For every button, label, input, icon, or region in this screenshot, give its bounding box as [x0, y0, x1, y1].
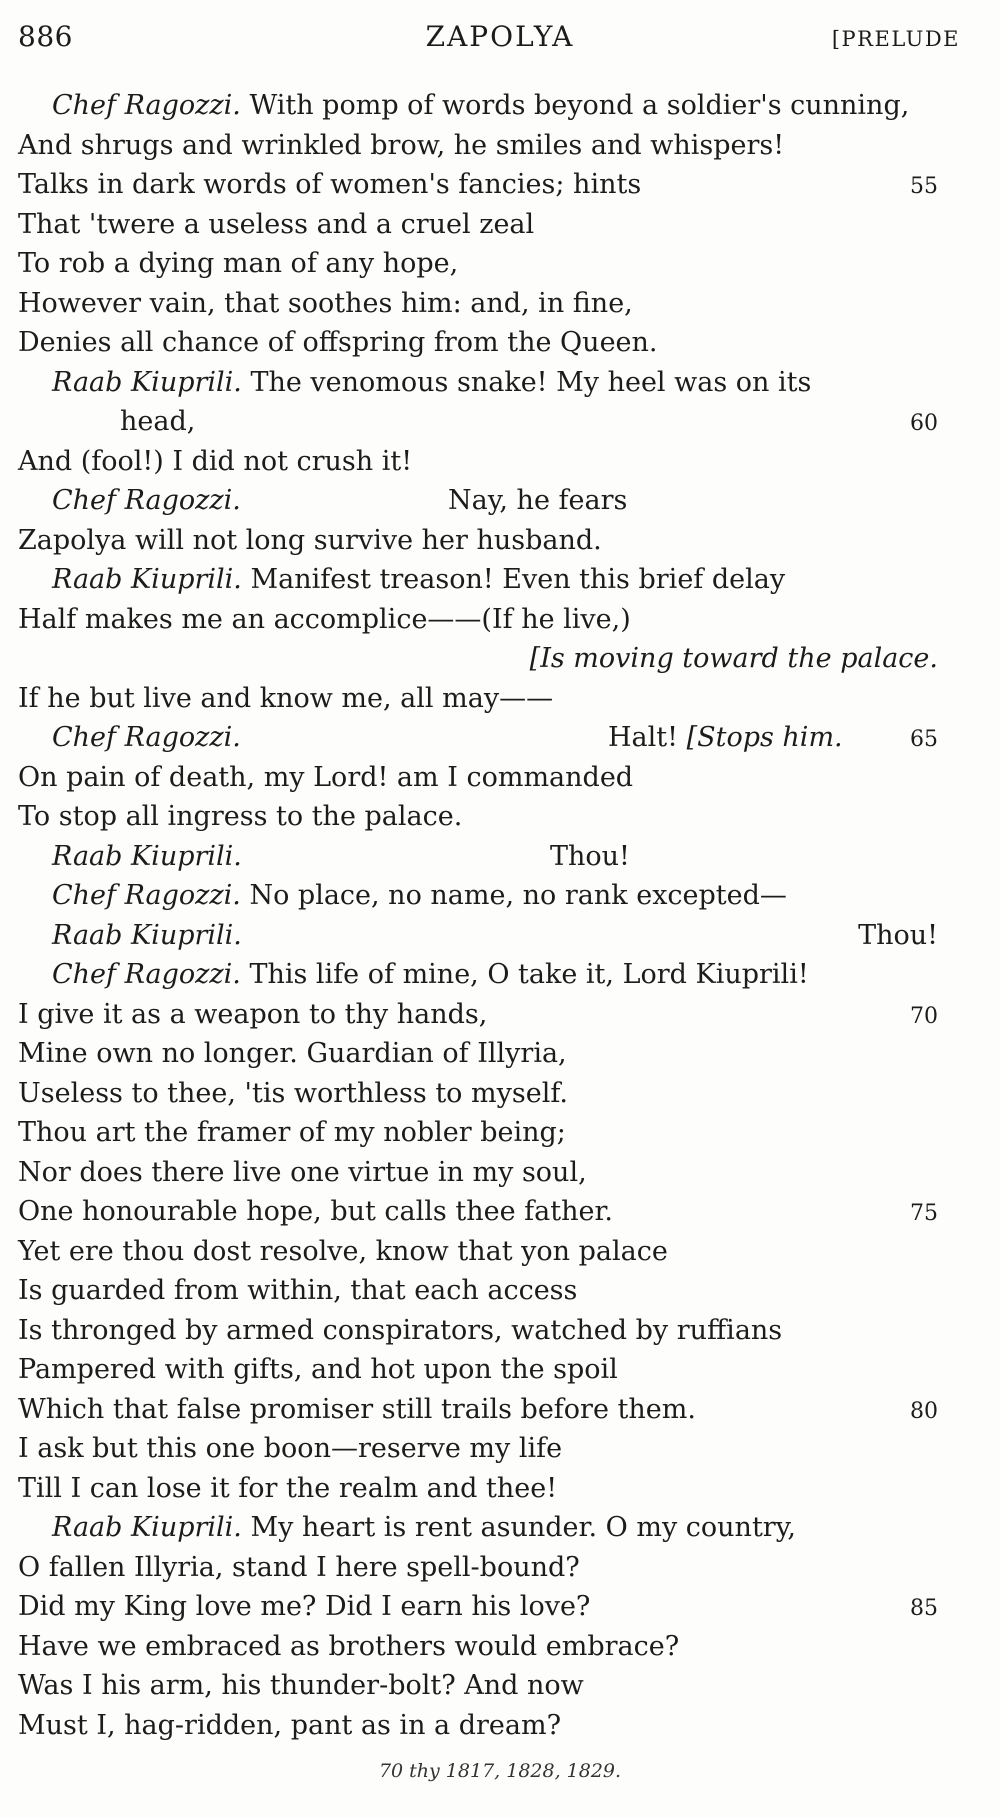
verse-line — [18, 995, 938, 1035]
line-text: I ask but this one boon—reserve my life — [18, 1433, 563, 1464]
running-title: ZAPOLYA — [425, 20, 575, 53]
line-text: Did my King love me? Did I earn his love? — [18, 1591, 591, 1622]
stage-direction: [Stops him. — [686, 722, 843, 753]
speaker-name: Chef Ragozzi. — [52, 722, 241, 753]
page-number: 886 — [18, 20, 73, 53]
line-text: Half makes me an accomplice——(If he live,) — [18, 603, 631, 635]
line-text: However vain, that soothes him: and, in fine, — [18, 287, 633, 319]
line-text: Thou! — [550, 840, 630, 872]
verse-line — [18, 521, 938, 561]
verse-line — [18, 1429, 938, 1469]
line-text: The venomous snake! My heel was on its — [241, 366, 812, 398]
speaker-name: Raab Kiuprili. — [52, 919, 242, 951]
line-text: Thou! — [858, 919, 938, 951]
verse-line — [18, 363, 938, 403]
verse-line — [18, 1508, 938, 1548]
verse-line — [18, 1232, 938, 1272]
line-number: 75 — [910, 1201, 938, 1226]
speaker-name: Chef Ragozzi. — [52, 880, 241, 911]
line-text: And shrugs and wrinkled brow, he smiles and whispers! — [18, 129, 785, 161]
line-text: Halt! — [608, 722, 687, 753]
line-text: I give it as a weapon to thy hands, — [18, 998, 488, 1030]
line-text: To stop all ingress to the palace. — [18, 801, 463, 832]
speaker-name: Raab Kiuprili. — [52, 366, 242, 398]
verse-line — [18, 916, 938, 956]
line-text: Must I, hag-ridden, pant as in a dream? — [18, 1709, 562, 1741]
line-text: Yet ere thou dost resolve, know that yon palace — [18, 1235, 668, 1267]
verse-line — [18, 1666, 938, 1706]
verse-line — [18, 1153, 938, 1193]
speaker-name: Chef Ragozzi. — [52, 959, 241, 990]
verse-line — [18, 1113, 938, 1153]
verse-line — [18, 679, 938, 719]
line-text: With pomp of words beyond a soldier's cunning, — [240, 90, 910, 121]
line-text: Pampered with gifts, and hot upon the spoil — [18, 1354, 618, 1385]
line-text: Have we embraced as brothers would embrace? — [18, 1630, 680, 1662]
verse-line — [18, 600, 938, 640]
line-text: head, — [120, 406, 196, 437]
verse-line — [18, 718, 938, 758]
line-number: 85 — [910, 1596, 938, 1621]
line-text: This life of mine, O take it, Lord Kiuprili! — [240, 959, 809, 990]
verse-line — [18, 955, 938, 995]
line-number: 60 — [910, 411, 938, 436]
line-text: That 'twere a useless and a cruel zeal — [18, 208, 535, 240]
stage-direction: [Is moving toward the palace. — [529, 643, 938, 674]
line-number: 65 — [910, 727, 938, 752]
verse-line — [18, 758, 938, 798]
line-text: Was I his arm, his thunder-bolt? And now — [18, 1670, 584, 1701]
verse-line — [18, 1271, 938, 1311]
verse-line — [18, 1627, 938, 1667]
line-text: Till I can lose it for the realm and thee! — [18, 1472, 558, 1504]
line-number: 55 — [910, 174, 938, 199]
verse-line — [18, 1074, 938, 1114]
verse-line — [18, 1587, 938, 1627]
line-text: Nay, he fears — [448, 485, 628, 516]
verse-line — [18, 1548, 938, 1588]
verse-line — [18, 402, 938, 442]
verse-line — [18, 244, 938, 284]
verse-line — [18, 837, 938, 877]
line-text: Is thronged by armed conspirators, watched by ruffians — [18, 1314, 783, 1346]
line-number: 70 — [910, 1003, 938, 1029]
line-text: Is guarded from within, that each access — [18, 1275, 578, 1306]
verse-line — [18, 1390, 938, 1430]
line-text: Thou art the framer of my nobler being; — [18, 1117, 566, 1148]
verse-line — [18, 1311, 938, 1351]
line-text: One honourable hope, but calls thee father. — [18, 1196, 613, 1227]
speaker-name: Chef Ragozzi. — [52, 485, 241, 516]
verse-line — [18, 1034, 938, 1074]
verse-line — [18, 442, 938, 482]
speaker-name: Raab Kiuprili. — [52, 1512, 242, 1543]
verse-line — [18, 126, 938, 166]
verse-line — [18, 876, 938, 916]
line-text: And (fool!) I did not crush it! — [18, 445, 413, 477]
verse-body — [18, 86, 938, 1745]
line-text: No place, no name, no rank excepted— — [240, 880, 787, 911]
verse-line — [18, 797, 938, 837]
speaker-name: Raab Kiuprili. — [52, 840, 242, 872]
line-text: Manifest treason! Even this brief delay — [241, 564, 786, 595]
verse-line — [18, 165, 938, 205]
line-text: Which that false promiser still trails before them. — [18, 1393, 696, 1425]
line-text: On pain of death, my Lord! am I commanded — [18, 761, 634, 793]
footnote: 70 thy 1817, 1828, 1829. — [378, 1760, 622, 1782]
line-text: Mine own no longer. Guardian of Illyria, — [18, 1038, 567, 1069]
verse-line — [18, 1350, 938, 1390]
speaker-name: Chef Ragozzi. — [52, 90, 241, 121]
line-text: Zapolya will not long survive her husband. — [18, 524, 602, 556]
verse-line — [18, 86, 938, 126]
line-text: Talks in dark words of women's fancies; hints — [18, 169, 642, 200]
line-text: To rob a dying man of any hope, — [18, 248, 459, 279]
line-text: Nor does there live one virtue in my soul, — [18, 1156, 587, 1188]
line-text: If he but live and know me, all may—— — [18, 682, 554, 714]
verse-line — [18, 1706, 938, 1746]
verse-line — [18, 560, 938, 600]
verse-line — [18, 1192, 938, 1232]
section-label: [PRELUDE — [831, 27, 960, 51]
verse-line — [18, 205, 938, 245]
verse-line — [18, 481, 938, 521]
line-text: My heart is rent asunder. O my country, — [241, 1512, 796, 1543]
verse-line — [18, 284, 938, 324]
speaker-name: Raab Kiuprili. — [52, 564, 242, 595]
stage-direction-line — [18, 639, 938, 679]
verse-line — [18, 1469, 938, 1509]
line-number: 80 — [910, 1398, 938, 1424]
line-text: O fallen Illyria, stand I here spell-bound? — [18, 1551, 580, 1583]
verse-line — [18, 323, 938, 363]
line-text: Useless to thee, 'tis worthless to myself. — [18, 1077, 568, 1109]
line-text: Denies all chance of offspring from the Queen. — [18, 327, 658, 358]
